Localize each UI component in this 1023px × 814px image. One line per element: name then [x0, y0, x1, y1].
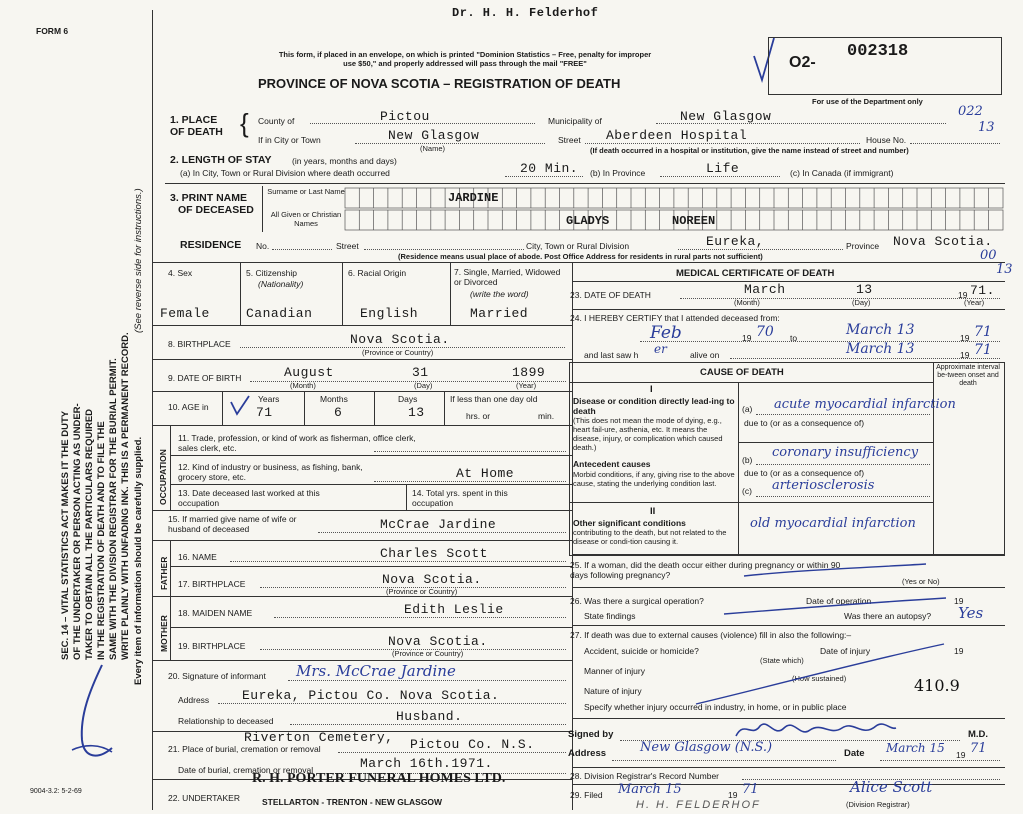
f2a-value: 20 Min.	[520, 161, 579, 176]
side-note-careful: Every item of information should be carefully supplied.	[133, 436, 144, 685]
side-instruction-1: SEC. 14 – VITAL STATISTICS ACT MAKES IT THE DUTY	[60, 410, 71, 660]
signed-date-label: Date	[844, 748, 865, 759]
dob-label: 9. DATE OF BIRTH	[168, 373, 242, 383]
f3-label-1: 3. PRINT NAME	[170, 192, 248, 204]
alive-on-label: alive on	[690, 350, 720, 360]
f27-date-injury: Date of injury	[820, 646, 871, 656]
given-value-2: NOREEN	[672, 214, 716, 228]
birthplace-sub: (Province or Country)	[362, 348, 434, 357]
other-note: contributing to the death, but not related to the disease or condi-tion causing it.	[573, 528, 727, 546]
due-to-2: due to (or as a consequence of)	[744, 468, 865, 478]
left-margin-rule	[152, 10, 153, 810]
f27-label: 27. If death was due to external causes (violence) fill in also the following:–	[570, 630, 852, 640]
last-saw-date: March 13	[846, 341, 915, 357]
citizenship-value: Canadian	[246, 306, 313, 321]
age-years-label: Years	[258, 394, 280, 404]
residence-street-label: Street	[336, 241, 359, 251]
occupation-side-label: OCCUPATION	[158, 449, 168, 505]
surname-label: Surname or Last Name	[267, 187, 345, 196]
dept-use-label: For use of the Department only	[812, 97, 923, 106]
f29-filed-date: March 15	[618, 782, 682, 797]
mother-side-label: MOTHER	[159, 615, 169, 652]
attend-from-month: Feb	[650, 323, 682, 343]
dept-code-4: 13	[996, 262, 1013, 277]
f27-how: (How sustained)	[792, 674, 847, 683]
residence-city-label: City, Town or Rural Division	[526, 241, 630, 251]
age-months: 6	[334, 405, 343, 420]
relationship-label: Relationship to deceased	[178, 716, 274, 726]
physician-header: Dr. H. H. Felderhof	[452, 6, 599, 20]
f12-label: 12. Kind of industry or business, as fishing, bank, grocery store, etc.	[178, 462, 363, 482]
surname-value: JARDINE	[448, 191, 499, 205]
municipality-value: New Glasgow	[680, 109, 772, 124]
f26-findings: State findings	[584, 611, 636, 621]
signed-year-prefix: 19	[956, 750, 966, 760]
residence-note: (Residence means usual place of abode. Post Office Address for residents in rural parts not sufficient)	[398, 252, 763, 261]
marital-value: Married	[470, 306, 529, 321]
county-value: Pictou	[380, 109, 430, 124]
county-label: County of	[258, 116, 295, 126]
envelope-note-1: This form, if placed in an envelope, on which is printed "Dominion Statistics – Free, penalty for improper	[278, 50, 652, 59]
age-label: 10. AGE in	[168, 402, 209, 412]
f27-nature-value: 410.9	[914, 676, 960, 695]
signed-date-value: March 15	[886, 741, 945, 755]
side-note-reverse: (See reverse side for instructions.)	[133, 188, 144, 333]
f2b-label: (b) In Province	[590, 168, 646, 178]
f27-where: Specify whether injury occurred in industry, in home, or in public place	[584, 702, 847, 712]
f29-year-prefix: 19	[728, 790, 738, 800]
given-value-1: GLADYS	[566, 214, 610, 228]
street-label: Street	[558, 135, 581, 145]
f2a-label: (a) In City, Town or Rural Division where death occurred	[180, 168, 390, 178]
dept-code-1: 022	[958, 104, 983, 119]
city-name-sub: (Name)	[420, 144, 446, 153]
f25-label: 25. If a woman, did the death occur either during pregnancy or within 90 days following pregnancy?	[570, 560, 841, 580]
sex-value: Female	[160, 306, 210, 321]
certify-label: 24. I HEREBY CERTIFY that I attended deceased from:	[570, 313, 780, 323]
residence-prov-value: Nova Scotia.	[893, 234, 993, 249]
last-saw-19: 19	[960, 350, 970, 360]
signed-address-label: Address	[568, 748, 607, 759]
other-conditions-value: old myocardial infarction	[750, 516, 916, 531]
f2c-label: (c) In Canada (if immigrant)	[790, 168, 894, 178]
due-to-1: due to (or as a consequence of)	[744, 418, 865, 428]
f3-label-2: OF DECEASED	[178, 204, 254, 216]
f26-date-label: Date of operation	[806, 596, 872, 606]
signed-year: 71	[970, 741, 987, 756]
f1-label: 1. PLACE OF DEATH	[170, 114, 223, 138]
form-number: FORM 6	[36, 26, 69, 36]
residence-prov-label: Province	[846, 241, 880, 251]
dob-month-sub: (Month)	[290, 381, 316, 390]
residence-city-value: Eureka,	[706, 234, 765, 249]
informant-label: 20. Signature of informant	[168, 671, 266, 681]
death-month-sub: (Month)	[734, 298, 760, 307]
age-lt-label: If less than one day old	[450, 394, 538, 404]
death-year-sub: (Year)	[964, 298, 985, 307]
registration-number-box	[768, 37, 1002, 95]
physician-signature	[730, 716, 900, 742]
f2-sub: (in years, months and days)	[292, 156, 397, 166]
father-side-label: FATHER	[159, 556, 169, 590]
age-months-label: Months	[320, 394, 348, 404]
father-bp-value: Nova Scotia.	[382, 572, 482, 587]
f27-state-which: (State which)	[760, 656, 804, 665]
burial-place-1: Riverton Cemetery,	[244, 730, 394, 745]
undertaker-label: 22. UNDERTAKER	[168, 793, 240, 803]
informant-signature: Mrs. McCrae Jardine	[296, 662, 456, 680]
f28-label: 28. Division Registrar's Record Number	[570, 771, 720, 781]
reg-number: 002318	[847, 42, 909, 61]
cause-a-value: acute myocardial infarction	[774, 397, 956, 412]
f15-label: 15. If married give name of wife or husband of deceased	[168, 514, 297, 534]
f27-manner: Manner of injury	[584, 666, 645, 676]
marital-sub: (write the word)	[470, 289, 529, 299]
side-instruction-4: IN THE REGISTRATION OF DEATH AND TO FILE THE	[96, 421, 107, 660]
hospital-note: (If death occurred in a hospital or institution, give the name instead of street and number)	[590, 146, 909, 155]
f25-yn: (Yes or No)	[902, 577, 940, 586]
cause-a-marker: (a)	[742, 404, 753, 414]
mother-bp-label: 19. BIRTHPLACE	[178, 641, 246, 651]
f29-year: 71	[742, 782, 759, 797]
cause-c-marker: (c)	[742, 486, 752, 496]
informant-addr-label: Address	[178, 695, 210, 705]
informant-addr-value: Eureka, Pictou Co. Nova Scotia.	[242, 688, 500, 703]
attend-to-month: March 13	[846, 322, 915, 338]
father-name-value: Charles Scott	[380, 546, 488, 561]
f25-strike-mark	[740, 560, 930, 582]
registrar-signature: Alice Scott	[850, 778, 933, 796]
roman-two: II	[650, 506, 656, 517]
cause-b-marker: (b)	[742, 455, 753, 465]
attend-to-year: 71	[974, 324, 992, 340]
house-label: House No.	[866, 135, 907, 145]
f12-value: At Home	[456, 466, 515, 481]
md-label: M.D.	[968, 729, 989, 740]
municipality-label: Municipality of	[548, 116, 602, 126]
side-instruction-2: OF THE UNDERTAKER OR PERSON ACTING AS UNDER-	[72, 403, 83, 660]
mother-bp-sub: (Province or Country)	[392, 649, 464, 658]
physician-initial-mark	[60, 660, 120, 770]
f27-strike-mark	[690, 640, 950, 710]
f26-label: 26. Was there a surgical operation?	[570, 596, 704, 606]
f14-label: 14. Total yrs. spent in this occupation	[412, 488, 508, 508]
f26-autopsy-label: Was there an autopsy?	[844, 611, 932, 621]
mother-bp-value: Nova Scotia.	[388, 634, 488, 649]
f26-strike-mark	[720, 596, 950, 618]
registrar-label: (Division Registrar)	[846, 800, 910, 809]
last-saw-year: 71	[974, 342, 992, 358]
relationship-value: Husband.	[396, 709, 463, 724]
attend-from-year: 70	[756, 324, 774, 340]
registrar-stamp: H. H. FELDERHOF	[636, 799, 761, 811]
dob-month: August	[284, 365, 334, 380]
signed-address-value: New Glasgow (N.S.)	[640, 740, 773, 755]
cause-title: CAUSE OF DEATH	[700, 367, 784, 378]
f27-year: 19	[954, 646, 964, 656]
death-day-sub: (Day)	[852, 298, 871, 307]
racial-value: English	[360, 306, 419, 321]
dob-day: 31	[412, 365, 429, 380]
father-bp-label: 17. BIRTHPLACE	[178, 579, 246, 589]
f11-label: 11. Trade, profession, or kind of work as fisherman, office clerk, sales clerk, etc.	[178, 433, 416, 453]
death-date-label: 23. DATE OF DEATH	[570, 290, 651, 300]
father-name-label: 16. NAME	[178, 552, 217, 562]
cause-b-value: coronary insufficiency	[772, 445, 919, 460]
f27-accident: Accident, suicide or homicide?	[584, 646, 699, 656]
burial-date-label: Date of burial, cremation or removal	[178, 765, 314, 775]
racial-label: 6. Racial Origin	[348, 268, 407, 278]
mother-maiden-value: Edith Leslie	[404, 602, 504, 617]
attend-from-19: 19	[742, 333, 752, 343]
age-min: min.	[538, 411, 555, 421]
last-saw-her: er	[654, 342, 667, 356]
citizenship-sub: (Nationality)	[258, 279, 304, 289]
burial-place-2: Pictou Co. N.S.	[410, 737, 535, 752]
dept-code-2: 13	[978, 120, 995, 135]
mother-maiden-label: 18. MAIDEN NAME	[178, 608, 253, 618]
attend-to-label: to	[790, 333, 798, 343]
f26-year: 19	[954, 596, 964, 606]
death-year-prefix: 19	[958, 290, 968, 300]
side-instruction-5: SAME WITH THE DIVISION REGISTRAR FOR THE BURIAL PERMIT.	[108, 358, 119, 660]
death-year: 71.	[970, 283, 995, 298]
age-years: 71	[256, 405, 273, 420]
city-value: New Glasgow	[388, 128, 480, 143]
signed-label: Signed by	[568, 729, 614, 740]
f29-label: 29. Filed	[570, 790, 603, 800]
age-days-label: Days	[398, 394, 418, 404]
marital-label: 7. Single, Married, Widowed or Divorced	[454, 267, 561, 287]
medical-title: MEDICAL CERTIFICATE OF DEATH	[676, 268, 835, 279]
side-instruction-3: TAKER TO OBTAIN ALL THE PARTICULARS REQUIRED	[84, 408, 95, 660]
father-bp-sub: (Province or Country)	[386, 587, 458, 596]
birthplace-value: Nova Scotia.	[350, 332, 450, 347]
dob-day-sub: (Day)	[414, 381, 433, 390]
form-title: PROVINCE OF NOVA SCOTIA – REGISTRATION OF DEATH	[258, 76, 621, 91]
f2b-value: Life	[706, 161, 740, 176]
disease-label: Disease or condition directly lead-ing to death	[573, 396, 735, 416]
residence-label: RESIDENCE	[180, 239, 242, 251]
citizenship-label: 5. Citizenship	[246, 268, 298, 278]
burial-label: 21. Place of burial, cremation or removal	[168, 744, 321, 754]
birthplace-label: 8. BIRTHPLACE	[168, 339, 231, 349]
cause-c-value: arteriosclerosis	[772, 478, 875, 493]
undertaker-towns: STELLARTON - TRENTON - NEW GLASGOW	[262, 797, 443, 807]
city-label: If in City or Town	[258, 135, 321, 145]
antecedent-note: Morbid conditions, if any, giving rise to the above cause, stating the underlying condition last.	[573, 470, 735, 488]
death-day: 13	[856, 282, 873, 297]
f26-autopsy-value: Yes	[958, 604, 984, 622]
undertaker-name: R. H. PORTER FUNERAL HOMES LTD.	[252, 771, 506, 786]
dob-year-sub: (Year)	[516, 381, 537, 390]
interval-header: Approximate interval be-tween onset and death	[936, 364, 1000, 387]
reg-prefix: O2-	[789, 54, 816, 71]
death-month: March	[744, 282, 786, 297]
age-days: 13	[408, 405, 425, 420]
f27-nature: Nature of injury	[584, 686, 642, 696]
disease-note: (This does not mean the mode of dying, e.g., heart fail-ure, asthenia, etc. It means the disease, injury, or complication which caused death.)	[573, 416, 723, 452]
antecedent-label: Antecedent causes	[573, 459, 651, 469]
roman-one: I	[650, 384, 653, 395]
dept-code-3: 00	[980, 248, 997, 263]
attend-to-19: 19	[960, 333, 970, 343]
form-code: 9004-3.2: 5-2-69	[30, 788, 82, 795]
given-label: All Given or Christian Names	[270, 210, 342, 228]
side-instruction-6: WRITE PLAINLY WITH UNFADING INK. THIS IS A PERMANENT RECORD.	[120, 332, 131, 660]
last-saw-label: and last saw h	[584, 350, 639, 360]
f1-brace: {	[240, 108, 249, 138]
residence-no-label: No.	[256, 241, 270, 251]
dob-year: 1899	[512, 365, 546, 380]
burial-date-value: March 16th.1971.	[360, 756, 493, 771]
envelope-note-2: use $50," and properly addressed will pass through the mail "FREE"	[343, 59, 587, 68]
f15-value: McCrae Jardine	[380, 517, 497, 532]
age-check-icon	[228, 394, 252, 418]
sex-label: 4. Sex	[168, 268, 193, 278]
f13-label: 13. Date deceased last worked at this occupation	[178, 488, 320, 508]
street-value: Aberdeen Hospital	[606, 128, 748, 143]
age-hrs: hrs. or	[466, 411, 491, 421]
f2-label: 2. LENGTH OF STAY	[170, 154, 272, 166]
other-label: Other significant conditions	[573, 518, 686, 528]
